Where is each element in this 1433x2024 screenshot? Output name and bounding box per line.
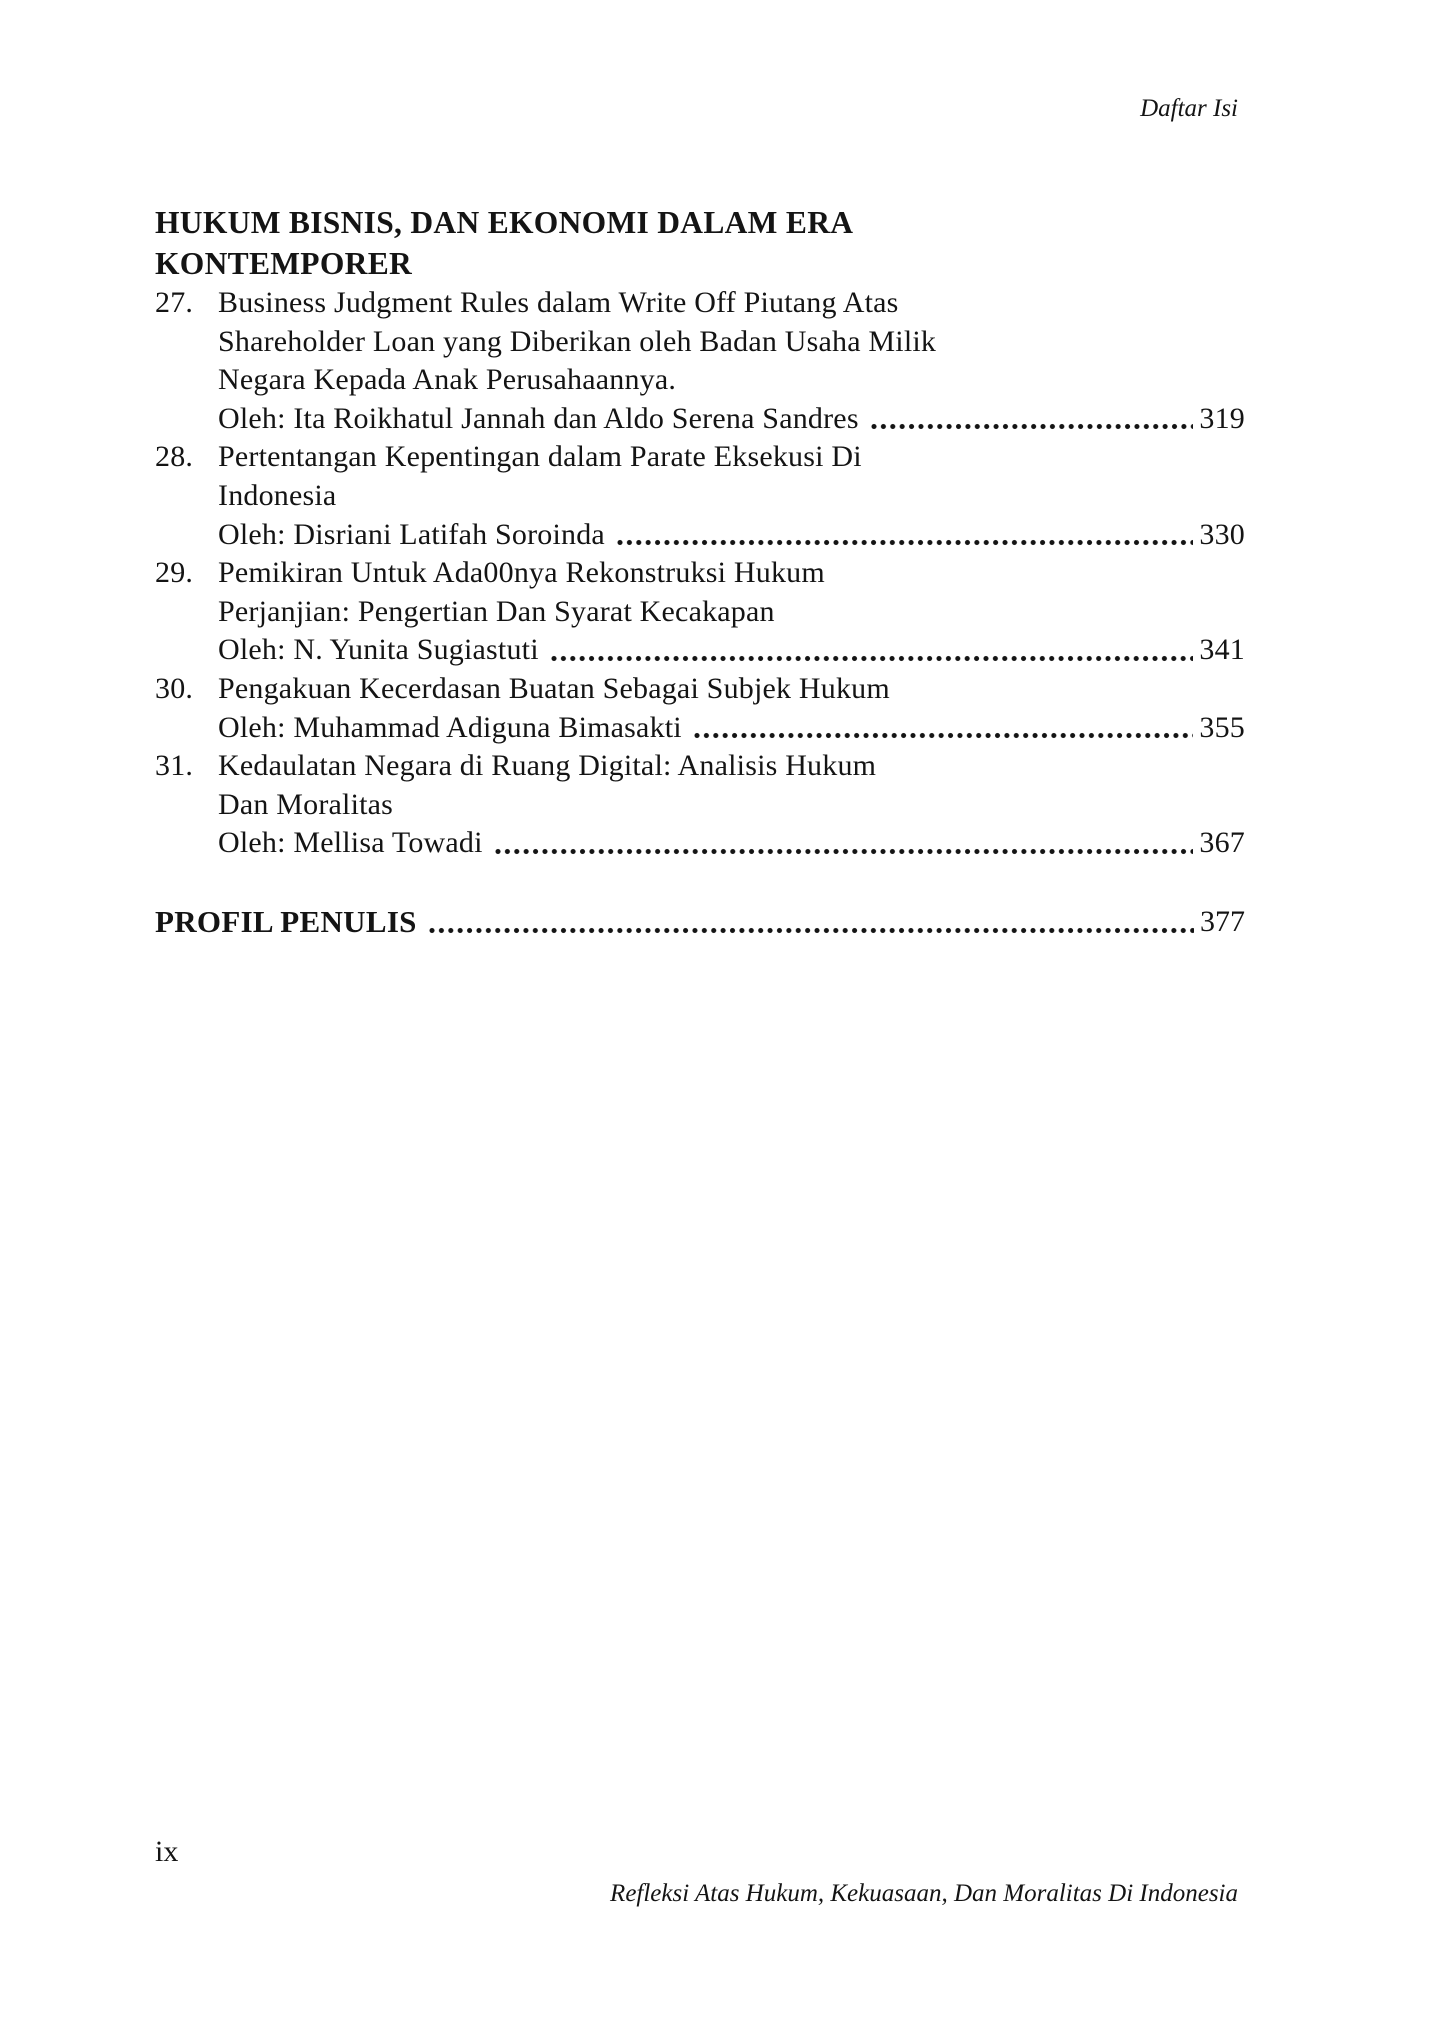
entry-author-row (218, 824, 1245, 863)
entry-author-row (218, 709, 1245, 748)
section-heading-line: HUKUM BISNIS, DAN EKONOMI DALAM ERA (155, 205, 854, 240)
entry-page-number: 330 (1199, 517, 1245, 551)
entry-body (218, 284, 1245, 438)
dot-leader (429, 926, 1194, 935)
entry-body (218, 554, 1245, 670)
running-header: Daftar Isi (1140, 95, 1238, 122)
entry-author: Oleh: Muhammad Adiguna Bimasakti (218, 710, 682, 744)
section-heading (155, 202, 1245, 284)
entry-author-row (218, 400, 1245, 439)
toc-entry (155, 438, 1245, 554)
entry-body (218, 747, 1245, 863)
entry-body (218, 438, 1245, 554)
entry-title-line: Shareholder Loan yang Diberikan oleh Badan Usaha Milik (218, 324, 937, 358)
entry-author-row (218, 516, 1245, 555)
entry-page-number: 355 (1199, 710, 1245, 744)
entry-body (218, 670, 1245, 747)
entry-title-line: Kedaulatan Negara di Ruang Digital: Analisis Hukum (218, 749, 877, 783)
dot-leader (551, 654, 1194, 663)
entry-author: Oleh: Mellisa Towadi (218, 826, 483, 860)
profil-penulis-row (155, 902, 1245, 942)
toc-content (155, 202, 1245, 942)
dot-leader (617, 538, 1193, 547)
entry-number: 29. (155, 556, 194, 590)
toc-entry (155, 284, 1245, 438)
entry-title-line: Pemikiran Untuk Ada00nya Rekonstruksi Hukum (218, 556, 825, 590)
entry-title-line: Dan Moralitas (218, 787, 394, 821)
entry-title-line: Negara Kepada Anak Perusahaannya. (218, 363, 677, 397)
entry-title-line: Pertentangan Kepentingan dalam Parate Eksekusi Di (218, 440, 862, 474)
entry-author: Oleh: N. Yunita Sugiastuti (218, 633, 539, 667)
entry-title-line: Indonesia (218, 478, 337, 512)
entry-number: 31. (155, 749, 194, 783)
profil-page-number: 377 (1200, 904, 1245, 938)
entry-page-number: 341 (1199, 633, 1245, 667)
dot-leader (694, 731, 1194, 740)
dot-leader (871, 422, 1194, 431)
entry-number: 27. (155, 286, 194, 319)
toc-entry (155, 670, 1245, 747)
dot-leader (495, 847, 1194, 856)
section-heading-line: KONTEMPORER (155, 246, 413, 281)
page-number-roman: ix (155, 1835, 179, 1868)
entry-number: 28. (155, 440, 194, 474)
entry-page-number: 367 (1199, 826, 1245, 860)
entry-page-number: 319 (1199, 401, 1245, 435)
footer-book-title: Refleksi Atas Hukum, Kekuasaan, Dan Moralitas Di Indonesia (610, 1880, 1238, 1907)
entry-author: Oleh: Disriani Latifah Soroinda (218, 517, 605, 551)
toc-entries (155, 284, 1245, 863)
entry-title-line: Perjanjian: Pengertian Dan Syarat Kecakapan (218, 594, 775, 628)
entry-title-line: Pengakuan Kecerdasan Buatan Sebagai Subjek Hukum (218, 671, 890, 705)
toc-entry (155, 554, 1245, 670)
entry-author-row (218, 631, 1245, 670)
toc-entry (155, 747, 1245, 863)
entry-author: Oleh: Ita Roikhatul Jannah dan Aldo Serena Sandres (218, 401, 859, 435)
entry-number: 30. (155, 671, 194, 705)
entry-title-line: Business Judgment Rules dalam Write Off Piutang Atas (218, 286, 899, 319)
profil-penulis-label: PROFIL PENULIS (155, 903, 417, 939)
